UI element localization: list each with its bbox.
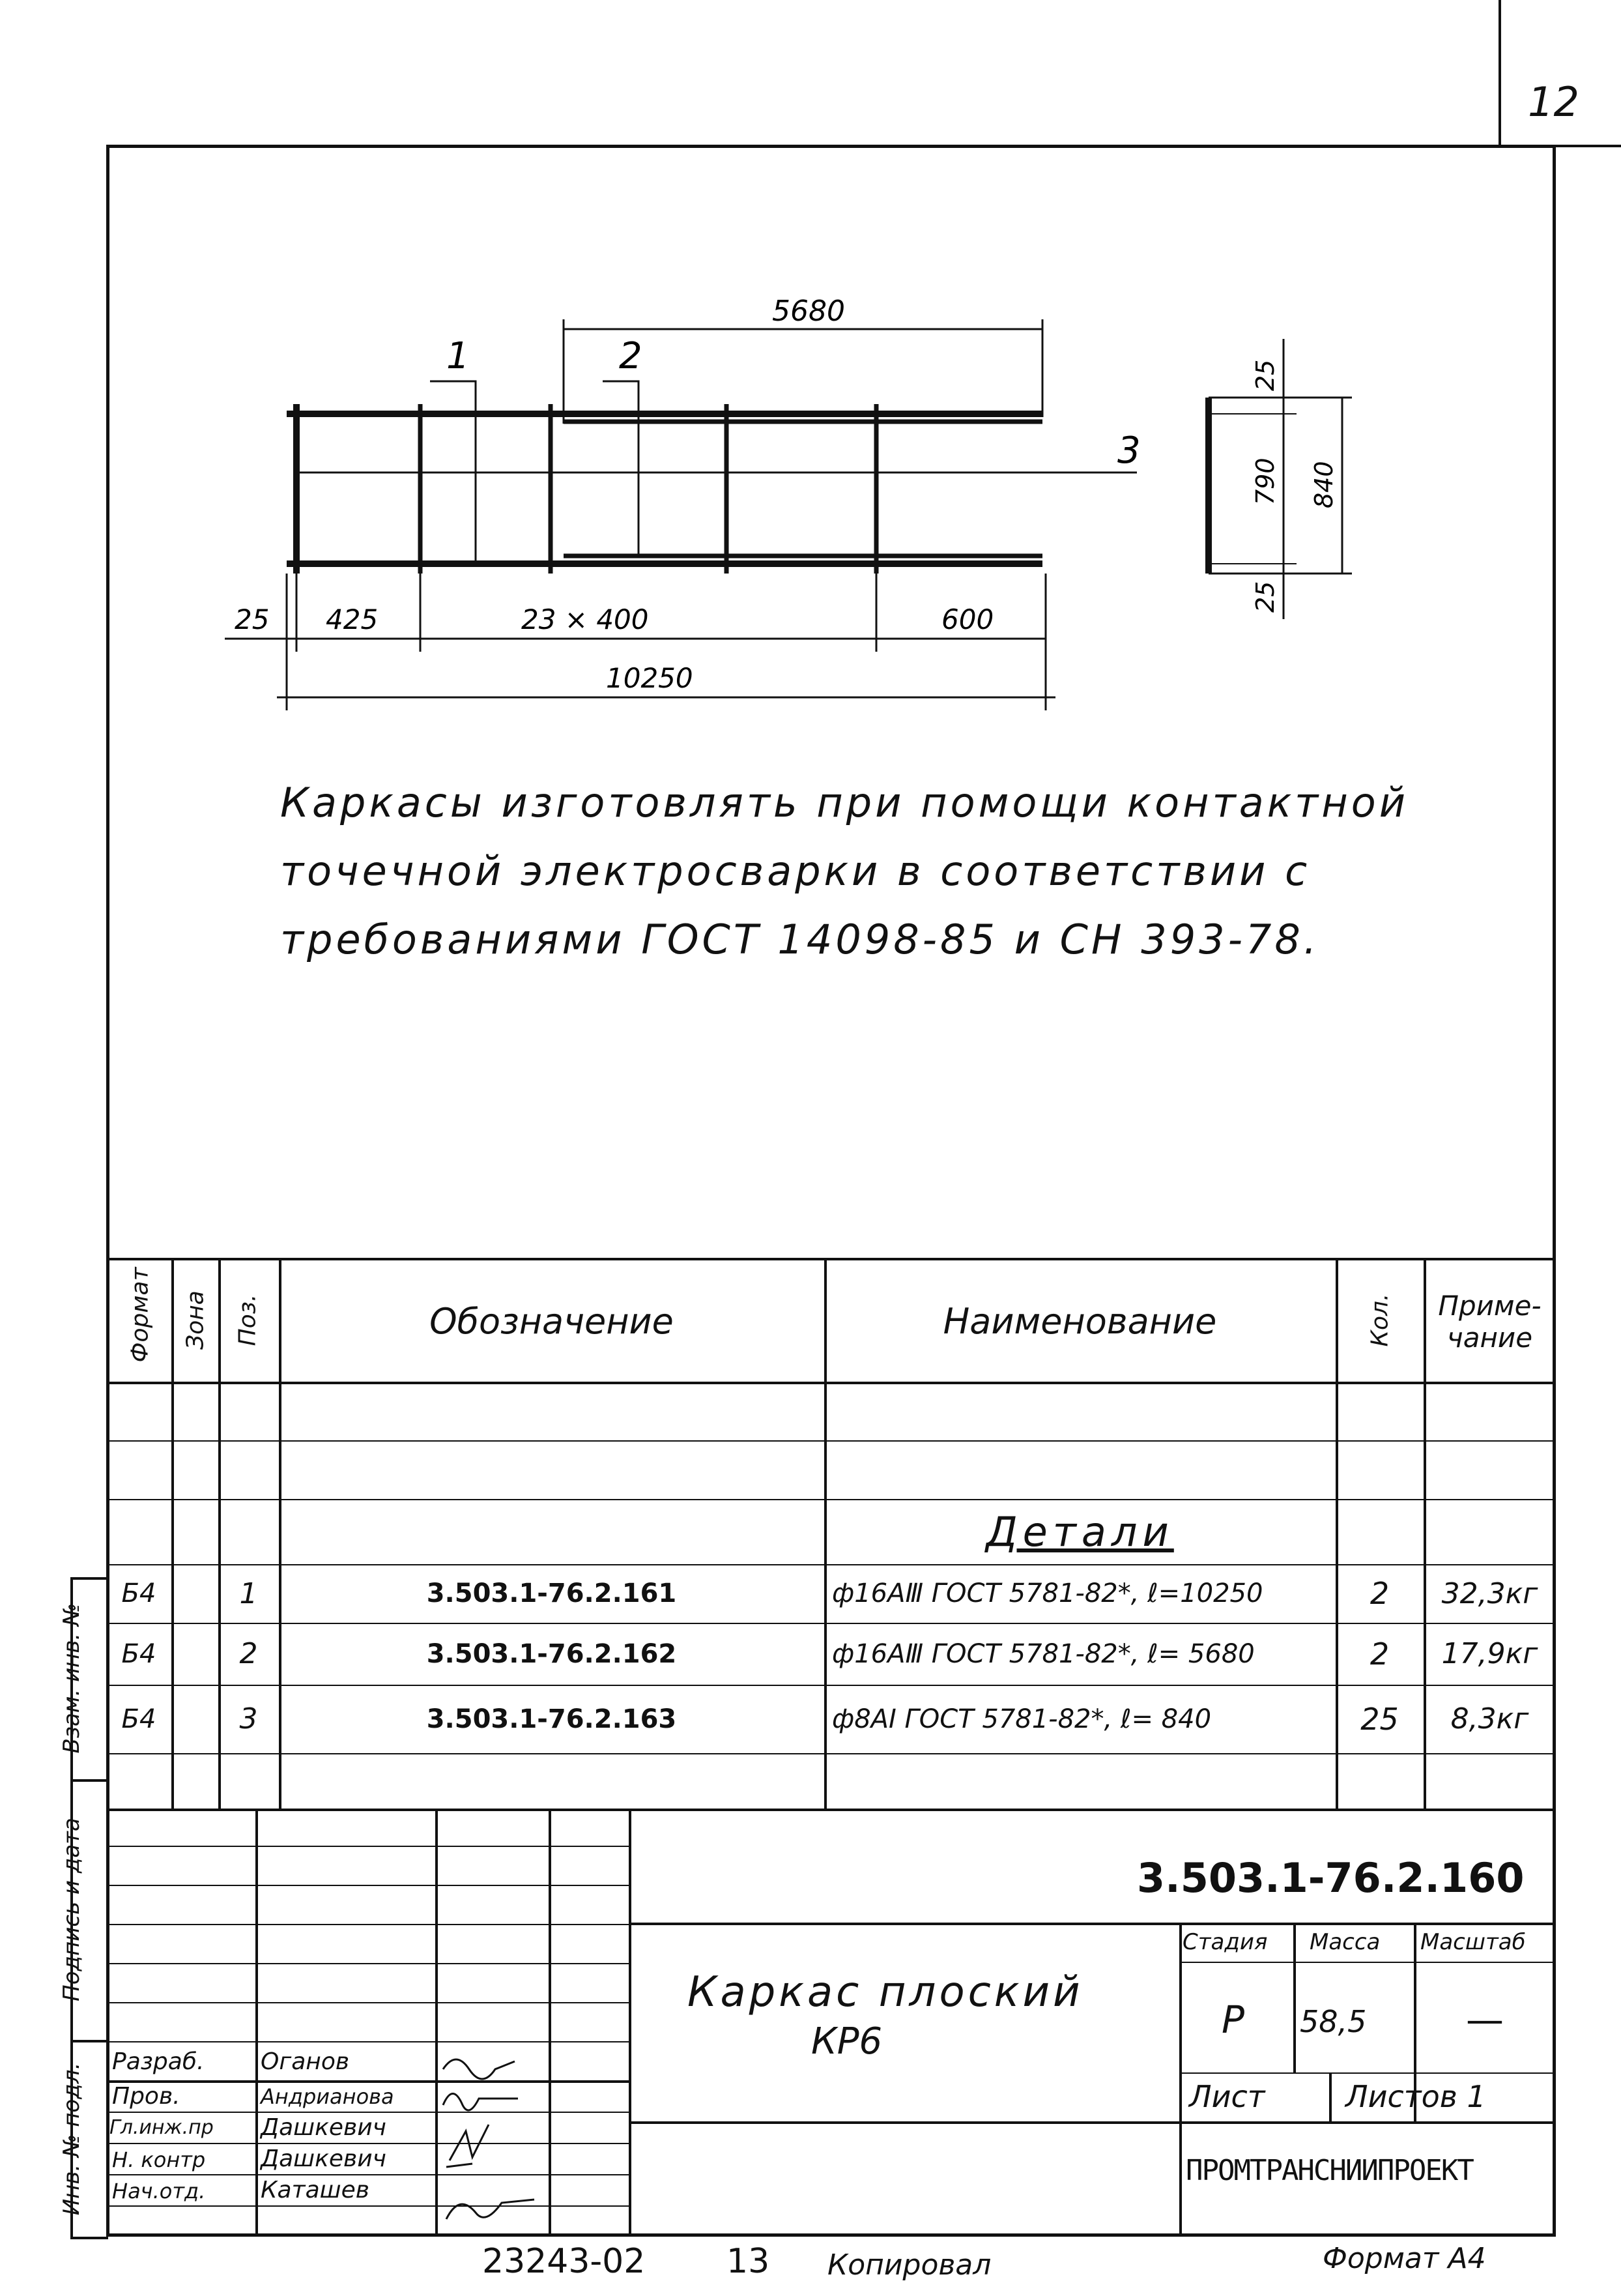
sheet-number: 12 bbox=[1528, 78, 1579, 126]
row-designation: 3.503.1-76.2.163 bbox=[426, 1704, 677, 1734]
row-format: Б4 bbox=[121, 1704, 156, 1734]
mass-value: 58,5 bbox=[1300, 2004, 1367, 2039]
row-pos: 1 bbox=[239, 1577, 258, 1610]
stamp-inv-orig: Инв. № подл. bbox=[59, 2062, 85, 2216]
role-name: Каташев bbox=[261, 2177, 369, 2203]
role-name: Андрианова bbox=[261, 2084, 394, 2109]
stamp-sign-date: Подпись и дата bbox=[59, 1818, 85, 2001]
header-note: Приме-чание bbox=[1438, 1289, 1542, 1354]
row-designation: 3.503.1-76.2.162 bbox=[426, 1638, 677, 1669]
row-name: ф16АⅢ ГОСТ 5781-82*, ℓ= 5680 bbox=[832, 1638, 1255, 1669]
header-format: Формат bbox=[126, 1267, 154, 1363]
dim-end-span: 600 bbox=[941, 603, 994, 635]
row-format: Б4 bbox=[121, 1638, 156, 1669]
row-pos: 3 bbox=[239, 1702, 258, 1736]
dim-spacing: 23 × 400 bbox=[521, 603, 649, 635]
section-title: Детали bbox=[986, 1507, 1174, 1556]
role-label: Пров. bbox=[112, 2083, 180, 2110]
table-bottom-line bbox=[106, 1809, 1556, 1811]
header-bottom-line bbox=[106, 1382, 1556, 1384]
note-line-2: точечной электросварки в соответствии с bbox=[280, 847, 1311, 895]
note-line-1: Каркасы изготовлять при помощи контактной bbox=[280, 779, 1409, 826]
dim-side-top: 25 bbox=[1251, 359, 1280, 391]
organization-name: ПРОМТРАНСНИИПРОЕКТ bbox=[1186, 2154, 1473, 2187]
title-line-2: КР6 bbox=[811, 2020, 883, 2063]
row-qty: 2 bbox=[1370, 1636, 1390, 1672]
footer-format: Формат А4 bbox=[1323, 2242, 1486, 2275]
row-designation: 3.503.1-76.2.161 bbox=[426, 1578, 677, 1608]
drawing-code: 3.503.1-76.2.160 bbox=[1137, 1854, 1525, 1902]
row-note: 17,9кг bbox=[1441, 1637, 1538, 1670]
stage-label: Стадия bbox=[1183, 1929, 1268, 1955]
row-qty: 2 bbox=[1370, 1576, 1390, 1611]
table-top-line bbox=[106, 1258, 1556, 1260]
stamp-inv-replace: Взам. инв. № bbox=[59, 1603, 85, 1754]
dim-top-length: 5680 bbox=[772, 295, 845, 328]
mass-label: Масса bbox=[1310, 1929, 1381, 1955]
row-format: Б4 bbox=[121, 1578, 156, 1608]
row-note: 8,3кг bbox=[1450, 1702, 1529, 1736]
row-name: ф16АⅢ ГОСТ 5781-82*, ℓ=10250 bbox=[832, 1578, 1263, 1608]
row-name: ф8АⅠ ГОСТ 5781-82*, ℓ= 840 bbox=[832, 1704, 1212, 1734]
footer-page: 13 bbox=[726, 2242, 770, 2281]
callout-3: 3 bbox=[1117, 429, 1141, 472]
role-name: Оганов bbox=[261, 2048, 350, 2075]
leader-2 bbox=[603, 381, 638, 556]
reinforcement-cage-drawing bbox=[0, 0, 1621, 749]
role-label: Нач.отд. bbox=[112, 2179, 206, 2203]
dim-side-inner: 790 bbox=[1251, 458, 1280, 505]
dim-side-bottom: 25 bbox=[1251, 581, 1280, 613]
note-line-3: требованиями ГОСТ 14098-85 и СН 393-78. bbox=[280, 916, 1320, 963]
callout-1: 1 bbox=[446, 335, 470, 377]
header-qty: Кол. bbox=[1366, 1293, 1394, 1347]
footer-inventory: 23243-02 bbox=[482, 2242, 646, 2281]
scale-value: — bbox=[1466, 1998, 1504, 2042]
role-label: Гл.инж.пр bbox=[109, 2116, 214, 2139]
sheets-label: Листов 1 bbox=[1345, 2079, 1486, 2114]
role-name: Дашкевич bbox=[261, 2114, 386, 2141]
dim-side-overall: 840 bbox=[1310, 461, 1338, 508]
row-note: 32,3кг bbox=[1441, 1577, 1538, 1610]
header-pos: Поз. bbox=[234, 1294, 261, 1346]
dim-overall-length: 10250 bbox=[606, 662, 693, 694]
footer-copied: Копировал bbox=[827, 2248, 992, 2282]
dim-gap-left: 25 bbox=[235, 603, 270, 635]
row-qty: 25 bbox=[1360, 1701, 1399, 1737]
role-label: Н. контр bbox=[112, 2147, 206, 2172]
header-designation: Обозначение bbox=[429, 1301, 674, 1342]
stage-value: Р bbox=[1222, 1998, 1244, 2042]
title-line-1: Каркас плоский bbox=[687, 1968, 1083, 2016]
dim-first-span: 425 bbox=[326, 603, 379, 635]
role-label: Разраб. bbox=[112, 2048, 205, 2075]
row-pos: 2 bbox=[239, 1637, 258, 1670]
header-zone: Зона bbox=[182, 1290, 209, 1350]
scale-label: Масштаб bbox=[1420, 1929, 1526, 1955]
signatures bbox=[437, 2043, 625, 2239]
header-name: Наименование bbox=[943, 1301, 1217, 1342]
callout-2: 2 bbox=[619, 335, 642, 377]
role-name: Дашкевич bbox=[261, 2145, 386, 2172]
sheet-label: Лист bbox=[1189, 2079, 1265, 2114]
